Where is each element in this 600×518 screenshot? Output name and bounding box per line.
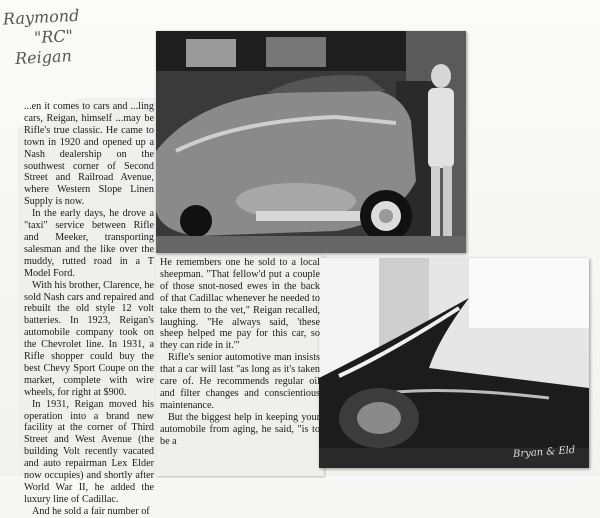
left-paragraph: In 1931, Reigan moved his operation into a brand new facility at the corner of Third Street and West Avenue (the building Volt recently vacated and auto repairman Lex Elder now occupies) and shortly after World War II, he added the luxury line of Cadillac.	[24, 398, 154, 505]
handwriting-line-3: Reigan	[14, 46, 73, 69]
middle-article-column	[160, 257, 320, 448]
middle-paragraph: Rifle's senior automotive man insists that a car will last "as long as it's taken care of. He recommends regular oil and filter changes and conscientious maintenance.	[160, 352, 320, 411]
handwriting-line-2: "RC"	[33, 26, 74, 48]
left-paragraph: In the early days, he drove a "taxi" service between Rifle and Meeker, transporting salesman and the like over the muddy, rutted road in a T Model Ford.	[24, 208, 154, 279]
left-paragraph: ...en it comes to cars and ...ling cars, Reigan, himself ...may be Rifle's true classic. He came to town in 1920 and opened up a Nash dealership on the southwest corner of Second Street and Railroad Avenue, where Western Slope Linen Supply is now.	[24, 101, 154, 208]
left-paragraph: And he sold a fair number of	[32, 505, 150, 517]
photo-credit: Bryan & Eld	[512, 444, 576, 461]
left-article-column	[24, 101, 154, 518]
handwriting-line-1: Raymond	[2, 5, 80, 29]
middle-paragraph: He remembers one he sold to a local sheepman. "That fellow'd put a couple of those snot-nosed ewes in the back of that Cadillac whenever he needed to take them to the vet," Reigan recalled, laughing. "He always said, 'these sheep helped me pay for this car, so they can ride in it.'"	[160, 257, 320, 352]
middle-paragraph: But the biggest help in keeping your automobile from aging, he said, "is to be a	[160, 411, 320, 447]
left-paragraph: With his brother, Clarence, he sold Nash cars and repaired and rebuilt the old style 12 volt batteries. In 1923, Reigan's automobile company took on the Chevrolet line. In 1931, a Rifle shopper could buy the best Chevy Sport Coupe on the market, complete with wire wheels, for right at $900.	[24, 279, 154, 398]
photo-man-with-cadillac	[156, 31, 466, 253]
photo-cadillac-tailfin	[319, 258, 589, 468]
handwritten-name-note	[3, 2, 146, 69]
